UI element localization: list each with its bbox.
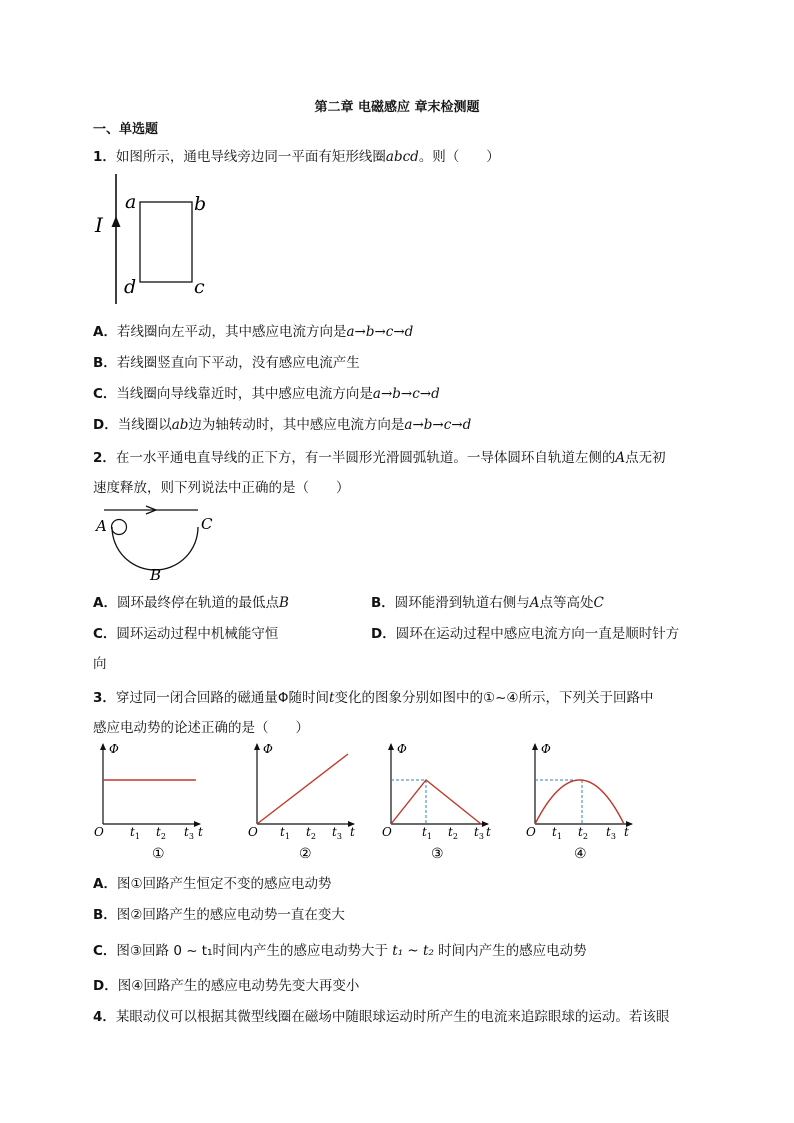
q3-option-b[interactable]: B．图②回路产生的感应电动势一直在变大: [93, 907, 345, 923]
section-heading: 一、单选题: [93, 122, 159, 137]
graph-2: [248, 742, 355, 862]
current-arrow: [112, 216, 121, 227]
q1-option-d[interactable]: D．当线圈以ab边为轴转动时，其中感应电流方向是a→b→c→d: [93, 417, 472, 433]
semicircular-track: [112, 527, 198, 570]
t-label: t: [198, 825, 203, 839]
caption-2: ②: [299, 846, 312, 862]
q2-option-d[interactable]: D．圆环在运动过程中感应电流方向一直是顺时针方: [371, 626, 680, 642]
label-c: c: [194, 276, 205, 298]
flux-line: [391, 780, 481, 824]
q2-option-b[interactable]: B．圆环能滑到轨道右侧与A点等高处C: [371, 595, 604, 611]
q3-option-a[interactable]: A．图①回路产生恒定不变的感应电动势: [93, 876, 332, 892]
t1-label: $t_1$: [422, 825, 432, 841]
q1-option-b[interactable]: B．若线圈竖直向下平动，没有感应电流产生: [93, 355, 360, 371]
question-2-stem-line2: 速度释放，则下列说法中正确的是（ ）: [93, 480, 350, 496]
question-2-stem-line1: 2．在一水平通电直导线的正下方，有一半圆形光滑圆弧轨道。一导体圆环自轨道左侧的A点无初: [93, 450, 666, 466]
phi-label: Φ: [541, 742, 551, 756]
page-title: 第二章 电磁感应 章末检测题: [314, 100, 480, 115]
origin-label: O: [382, 825, 392, 839]
t-label: t: [486, 825, 491, 839]
flux-curve: [535, 780, 624, 824]
q1-option-a[interactable]: A．若线圈向左平动，其中感应电流方向是a→b→c→d: [93, 324, 414, 340]
t1-label: $t_1$: [552, 825, 562, 841]
t-label: t: [624, 825, 629, 839]
question-number: 1．: [93, 149, 116, 165]
q2-option-c[interactable]: C．圆环运动过程中机械能守恒: [93, 626, 279, 642]
t3-label: $t_3$: [332, 825, 342, 841]
q3-option-d[interactable]: D．图④回路产生的感应电动势先变大再变小: [93, 978, 360, 994]
q3-flux-graphs: [88, 740, 668, 868]
caption-4: ④: [574, 846, 587, 862]
label-B: B: [150, 566, 162, 584]
question-4-stem: 4．某眼动仪可以根据其微型线圈在磁场中随眼球运动时所产生的电流来追踪眼球的运动。若该眼: [93, 1009, 670, 1025]
q1-option-c[interactable]: C．当线圈向导线靠近时，其中感应电流方向是a→b→c→d: [93, 386, 440, 402]
label-b: b: [194, 193, 207, 215]
graph-3: [382, 742, 491, 862]
t1-label: $t_1$: [280, 825, 290, 841]
t1-label: $t_1$: [130, 825, 140, 841]
phi-label: Φ: [263, 742, 273, 756]
caption-3: ③: [431, 846, 444, 862]
q3-option-c[interactable]: C．图③回路 0 ~ t₁时间内产生的感应电动势大于 t₁ ~ t₂ 时间内产生的感应电动势: [93, 943, 587, 959]
phi-label: Φ: [397, 742, 407, 756]
graph-1: [94, 742, 203, 862]
phi-label: Φ: [109, 742, 119, 756]
rectangular-loop: [140, 202, 192, 282]
origin-label: O: [526, 825, 536, 839]
t2-label: $t_2$: [306, 825, 316, 841]
label-a: a: [125, 191, 137, 213]
t2-label: $t_2$: [448, 825, 458, 841]
question-1-stem: 1．如图所示，通电导线旁边同一平面有矩形线圈abcd。则（ ）: [93, 149, 500, 165]
question-number: 4．: [93, 1009, 116, 1025]
q2-figure-arc-track: [90, 502, 230, 586]
label-C: C: [201, 515, 213, 533]
caption-1: ①: [152, 846, 165, 862]
t2-label: $t_2$: [156, 825, 166, 841]
origin-label: O: [248, 825, 258, 839]
question-number: 3．: [93, 690, 116, 706]
question-3-stem-line2: 感应电动势的论述正确的是（ ）: [93, 720, 309, 736]
t-label: t: [350, 825, 355, 839]
origin-label: O: [94, 825, 104, 839]
t2-label: $t_2$: [578, 825, 588, 841]
conducting-ring: [112, 520, 127, 535]
graph-4: [526, 742, 632, 862]
t3-label: $t_3$: [184, 825, 194, 841]
q2-option-d-wrap: 向: [93, 656, 107, 672]
t3-label: $t_3$: [474, 825, 484, 841]
label-d: d: [124, 276, 137, 298]
label-A: A: [96, 517, 107, 535]
flux-line: [257, 754, 348, 824]
q2-option-a[interactable]: A．圆环最终停在轨道的最低点B: [93, 595, 289, 611]
question-number: 2．: [93, 450, 116, 466]
question-3-stem-line1: 3．穿过同一闭合回路的磁通量Φ随时间t变化的图象分别如图中的①~④所示，下列关于回路中: [93, 690, 654, 706]
t3-label: $t_3$: [606, 825, 616, 841]
label-I: I: [95, 213, 103, 237]
q1-figure-wire-loop: [90, 170, 220, 310]
